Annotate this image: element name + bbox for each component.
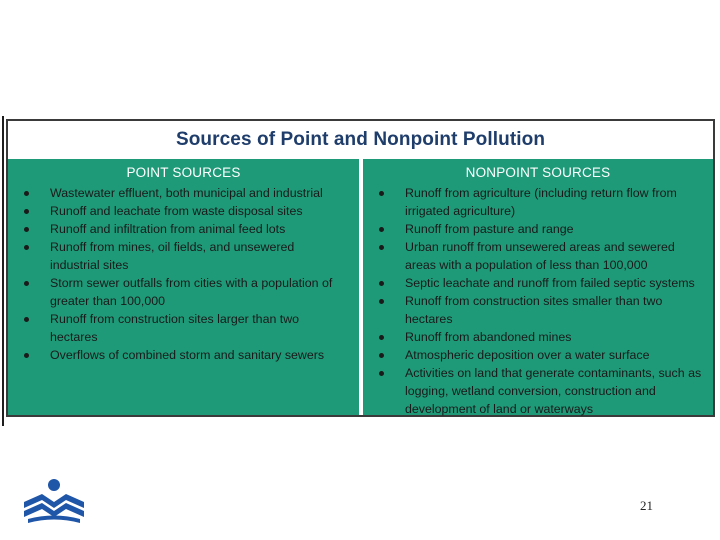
list-item	[363, 328, 713, 346]
list-item-text: Activities on land that generate contaminants, such as logging, wetland conversion, construction and development of land or waterways	[405, 366, 702, 416]
point-sources-column	[8, 159, 359, 415]
list-item	[8, 202, 359, 220]
nonpoint-sources-list	[363, 181, 713, 418]
bullet-icon	[379, 191, 384, 196]
bullet-icon	[24, 281, 29, 286]
list-item	[8, 184, 359, 202]
page-number: 21	[640, 498, 653, 513]
bullet-icon	[379, 371, 384, 376]
list-item-text: Runoff from pasture and range	[405, 222, 574, 236]
list-item-text: Runoff from agriculture (including return flow from irrigated agriculture)	[405, 186, 677, 218]
bullet-icon	[24, 209, 29, 214]
left-margin-rule	[2, 116, 4, 426]
bullet-icon	[379, 281, 384, 286]
nonpoint-sources-header: NONPOINT SOURCES	[465, 165, 611, 180]
bullet-icon	[24, 191, 29, 196]
bullet-icon	[24, 245, 29, 250]
point-sources-header: POINT SOURCES	[126, 165, 241, 180]
list-item-text: Storm sewer outfalls from cities with a population of greater than 100,000	[50, 276, 333, 308]
publisher-logo-icon	[22, 478, 86, 526]
list-item	[363, 274, 713, 292]
list-item	[363, 220, 713, 238]
list-item-text: Runoff from mines, oil fields, and unsewered industrial sites	[50, 240, 295, 272]
list-item-text: Urban runoff from unsewered areas and sewered areas with a population of less than 100,000	[405, 240, 675, 272]
nonpoint-sources-column	[363, 159, 713, 415]
bullet-icon	[379, 353, 384, 358]
bullet-icon	[24, 227, 29, 232]
bullet-icon	[24, 353, 29, 358]
point-sources-list	[8, 181, 359, 364]
list-item	[363, 346, 713, 364]
pollution-sources-table	[6, 119, 715, 417]
bullet-icon	[379, 299, 384, 304]
bullet-icon	[379, 335, 384, 340]
list-item-text: Runoff and leachate from waste disposal sites	[50, 204, 303, 218]
list-item-text: Overflows of combined storm and sanitary sewers	[50, 348, 325, 362]
list-item	[8, 238, 359, 274]
table-title: Sources of Point and Nonpoint Pollution	[8, 121, 713, 159]
list-item	[8, 220, 359, 238]
list-item-text: Runoff from construction sites smaller than two hectares	[405, 294, 663, 326]
list-item	[363, 184, 713, 220]
list-item	[363, 238, 713, 274]
list-item	[8, 346, 359, 364]
list-item	[8, 310, 359, 346]
bullet-icon	[24, 317, 29, 322]
bullet-icon	[379, 227, 384, 232]
list-item	[8, 274, 359, 310]
list-item-text: Runoff and infiltration from animal feed lots	[50, 222, 286, 236]
list-item-text: Runoff from construction sites larger than two hectares	[50, 312, 300, 344]
list-item-text: Septic leachate and runoff from failed septic systems	[405, 276, 695, 290]
bullet-icon	[379, 245, 384, 250]
list-item-text: Wastewater effluent, both municipal and industrial	[50, 186, 323, 200]
list-item-text: Atmospheric deposition over a water surface	[405, 348, 650, 362]
list-item	[363, 292, 713, 328]
list-item	[363, 364, 713, 418]
list-item-text: Runoff from abandoned mines	[405, 330, 572, 344]
